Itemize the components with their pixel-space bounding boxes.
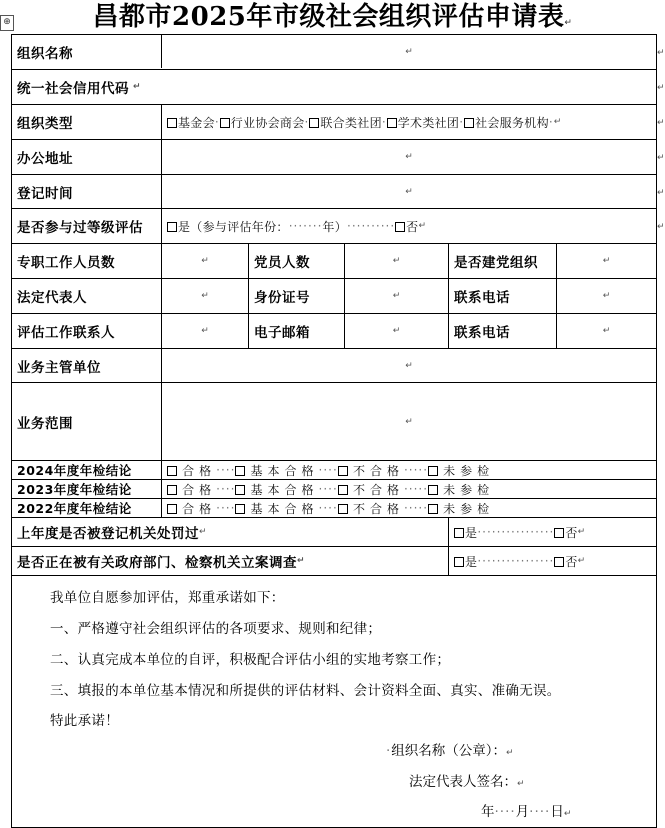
legal-rep-input[interactable]: ↵ <box>201 291 209 301</box>
eval-no-option[interactable]: 否 <box>395 218 418 235</box>
party-org-label: 是否建党组织 <box>454 255 538 271</box>
investigation-no[interactable]: 否 <box>554 553 577 570</box>
eval-contact-input[interactable]: ↵ <box>201 326 209 336</box>
annual-2023-fail[interactable]: 不合格 <box>338 481 404 498</box>
annual-2024-fail[interactable]: 不合格 <box>338 462 404 479</box>
checkbox-icon <box>387 118 397 128</box>
credit-code-field[interactable]: 统一社会信用代码 ↵ <box>12 70 656 104</box>
penalty-options: 是 ················ 否 ↵ <box>449 518 656 546</box>
scope-label: 业务范围 <box>17 415 73 432</box>
promise-item-1: 一、严格遵守社会组织评估的各项要求、规则和纪律； <box>50 621 382 637</box>
promise-closing: 特此承诺！ <box>50 713 119 729</box>
annual-2024-pass[interactable]: 合格 <box>167 462 216 479</box>
legal-rep-label: 法定代表人 <box>17 290 87 306</box>
annual-2023-absent[interactable]: 未参检 <box>428 481 494 498</box>
party-org-input[interactable]: ↵ <box>602 256 611 266</box>
org-type-label: 组织类型 <box>17 116 73 132</box>
checkbox-icon <box>167 504 177 514</box>
title-text: 昌都市2025年市级社会组织评估申请表 <box>92 2 565 32</box>
address-label: 办公地址 <box>17 151 73 167</box>
legal-phone-label: 联系电话 <box>454 290 510 306</box>
table-anchor-icon[interactable]: ⊕ <box>0 15 14 31</box>
supervisor-input[interactable]: ↵ <box>405 360 413 371</box>
checkbox-icon <box>235 485 245 495</box>
eval-yes-option[interactable]: 是（参与评估年份： <box>167 218 289 235</box>
checkbox-icon <box>454 528 464 538</box>
checkbox-icon <box>167 118 177 128</box>
annual-2023-basic[interactable]: 基本合格 <box>235 481 318 498</box>
checkbox-icon <box>235 504 245 514</box>
row-end-mark: ↵ <box>657 83 665 93</box>
annual-2024-basic[interactable]: 基本合格 <box>235 462 318 479</box>
penalty-question: 上年度是否被登记机关处罚过 ↵ <box>17 526 208 542</box>
checkbox-icon <box>428 466 438 476</box>
scope-input[interactable]: ↵ <box>405 416 413 427</box>
option-industry-association[interactable]: 行业协会商会 <box>220 114 305 131</box>
checkbox-icon <box>428 504 438 514</box>
party-members-label: 党员人数 <box>254 255 310 271</box>
date-field[interactable]: 年····月····日↵ <box>481 804 572 820</box>
annual-2022-pass[interactable]: 合格 <box>167 500 216 517</box>
annual-2023-pass[interactable]: 合格 <box>167 481 216 498</box>
row-end-mark: ↵ <box>657 118 665 128</box>
checkbox-icon <box>454 557 464 567</box>
row-end-mark: ↵ <box>657 153 665 163</box>
checkbox-icon <box>167 222 177 232</box>
email-label: 电子邮箱 <box>254 325 310 341</box>
checkbox-icon <box>395 222 405 232</box>
penalty-no[interactable]: 否 <box>554 524 577 541</box>
option-social-service[interactable]: 社会服务机构 <box>464 114 549 131</box>
annual-2022-label: 2022年度年检结论 <box>17 501 132 516</box>
contact-phone-label: 联系电话 <box>454 325 510 341</box>
investigation-options: 是 ················ 否 ↵ <box>449 547 656 575</box>
promise-item-2: 二、认真完成本单位的自评，积极配合评估小组的实地考察工作； <box>50 652 451 668</box>
staff-label: 专职工作人员数 <box>17 255 115 271</box>
address-input[interactable]: ↵ <box>405 152 413 162</box>
checkbox-icon <box>464 118 474 128</box>
annual-2024-options: 合格 ···· 基本合格 ···· 不合格 ····· 未参检 <box>162 461 656 479</box>
rep-sign-field[interactable]: 法定代表人签名：↵ <box>409 774 525 790</box>
supervisor-label: 业务主管单位 <box>17 359 101 376</box>
party-members-input[interactable]: ↵ <box>392 256 401 266</box>
id-no-input[interactable]: ↵ <box>392 291 401 301</box>
annual-2022-basic[interactable]: 基本合格 <box>235 500 318 517</box>
annual-2024-absent[interactable]: 未参检 <box>428 462 494 479</box>
annual-2022-fail[interactable]: 不合格 <box>338 500 404 517</box>
checkbox-icon <box>338 466 348 476</box>
annual-2024-label: 2024年度年检结论 <box>17 463 132 478</box>
reg-time-input[interactable]: ↵ <box>405 186 413 197</box>
staff-input[interactable]: ↵ <box>201 256 209 266</box>
checkbox-icon <box>235 466 245 476</box>
credit-code-label: 统一社会信用代码 <box>17 81 129 97</box>
row-end-mark: ↵ <box>657 48 665 58</box>
eval-question-label: 是否参与过等级评估 <box>17 220 143 236</box>
reg-time-label: 登记时间 <box>17 185 73 202</box>
annual-2023-options: 合格 ···· 基本合格 ···· 不合格 ····· 未参检 <box>162 480 656 498</box>
annual-2023-label: 2023年度年检结论 <box>17 482 132 497</box>
eval-year-unit: 年） <box>322 219 348 234</box>
promise-intro: 我单位自愿参加评估，郑重承诺如下： <box>50 590 285 606</box>
legal-phone-input[interactable]: ↵ <box>602 291 611 301</box>
contact-phone-input[interactable]: ↵ <box>602 326 611 336</box>
checkbox-icon <box>554 528 564 538</box>
option-joint-society[interactable]: 联合类社团 <box>309 114 382 131</box>
row-end-mark: ↵ <box>657 222 665 232</box>
checkbox-icon <box>167 485 177 495</box>
option-academic-society[interactable]: 学术类社团 <box>387 114 460 131</box>
eval-contact-label: 评估工作联系人 <box>17 325 115 341</box>
eval-options: 是（参与评估年份： ······· 年） ·········· 否 ↵ <box>162 209 656 243</box>
title-mark: ↵ <box>564 18 573 28</box>
checkbox-icon <box>338 485 348 495</box>
promise-item-3: 三、填报的本单位基本情况和所提供的评估材料、会计资料全面、真实、准确无误。 <box>50 683 561 699</box>
checkbox-icon <box>338 504 348 514</box>
investigation-question: 是否正在被有关政府部门、检察机关立案调查 ↵ <box>17 555 306 571</box>
checkbox-icon <box>309 118 319 128</box>
checkbox-icon <box>428 485 438 495</box>
penalty-yes[interactable]: 是 <box>454 524 477 541</box>
option-foundation[interactable]: 基金会 <box>167 114 215 131</box>
annual-2022-absent[interactable]: 未参检 <box>428 500 494 517</box>
row-end-mark: ↵ <box>657 188 665 198</box>
email-input[interactable]: ↵ <box>392 326 401 336</box>
investigation-yes[interactable]: 是 <box>454 553 477 570</box>
org-name-input[interactable]: ↵ <box>405 47 413 57</box>
org-name-label: 组织名称 <box>17 46 73 62</box>
annual-2022-options: 合格 ···· 基本合格 ···· 不合格 ····· 未参检 <box>162 499 656 517</box>
id-no-label: 身份证号 <box>254 290 310 306</box>
checkbox-icon <box>167 466 177 476</box>
org-type-options: 基金会 · 行业协会商会 · 联合类社团 · 学术类社团 · 社会服务机构 · ↵ <box>162 105 656 139</box>
checkbox-icon <box>220 118 230 128</box>
org-seal-field[interactable]: ·组织名称（公章）：↵ <box>386 743 514 759</box>
checkbox-icon <box>554 557 564 567</box>
